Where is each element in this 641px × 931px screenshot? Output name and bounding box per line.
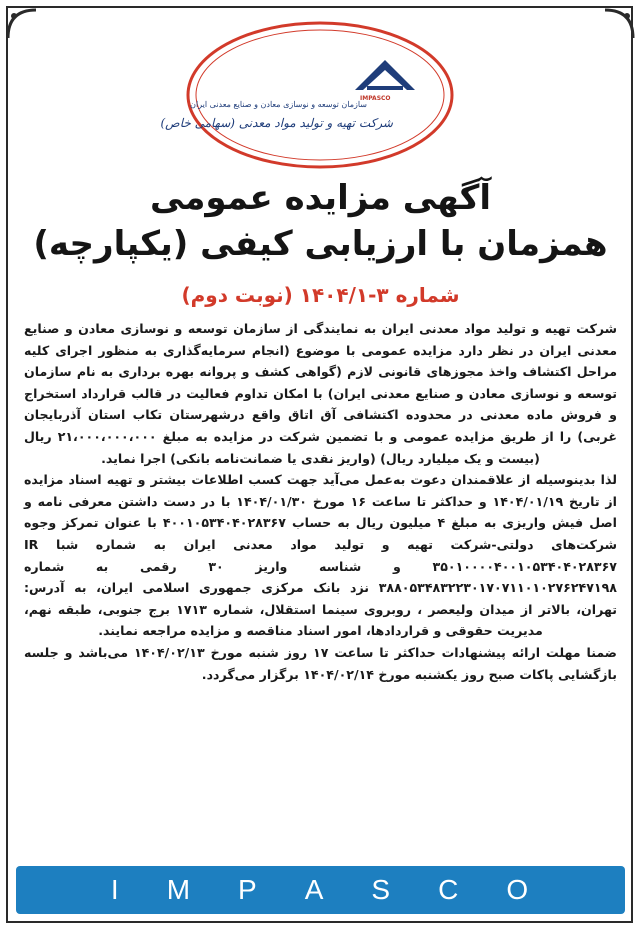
footer-letter: P: [238, 874, 259, 905]
logo-org-line: سازمان توسعه و نوسازی معادن و صنایع معدنی ایران: [190, 100, 367, 109]
ad-number: شماره ۳-۱۴۰۴/۱ (نوبت دوم): [181, 283, 460, 307]
logo-company-line: شرکت تهیه و تولید مواد معدنی (سهامی خاص): [160, 116, 393, 130]
body-paragraph-1: شرکت تهیه و تولید مواد معدنی ایران به نمایندگی از سازمان توسعه و نوسازی معادن و صنایع معدنی ایران در نظر دارد مزایده عمومی با موضوع (انجام سرمایه‌گذاری به منظور اجرای کلیه مراحل اکتشاف واخذ مجوزهای قانونی لازم (گواهی کشف و پروانه بهره برداری به نام سازمان توسعه و نوسازی معادن و صنایع معدنی ایران) با امکان تداوم فعالیت در قالب قرارداد استخراج و فروش ماده معدنی در محدوده اکتشافی آق اتاق واقع درشهرستان تکاب استان آذربایجان غربی) را از طریق مزایده عمومی و با تضمین شرکت در مزایده به مبلغ ۲۱،۰۰۰،۰۰۰،۰۰۰ ریال (بیست و یک میلیارد ریال) (واریز نقدی یا ضمانت‌نامه بانکی) اجرا نماید.: [24, 321, 617, 466]
ad-title-line2: همزمان با ارزیابی کیفی (یکپارچه): [33, 224, 608, 264]
footer-letter: A: [304, 874, 326, 905]
footer-banner: [16, 866, 625, 914]
footer-letters: [111, 874, 530, 906]
body-paragraph-3: ضمنا مهلت ارائه پیشنهادات حداکثر تا ساعت ۱۷ روز شنبه مورخ ۱۴۰۴/۰۲/۱۳ می‌باشد و جلسه بازگشایی پاکات صبح روز یکشنبه مورخ ۱۴۰۴/۰۲/۱۴ برگزار می‌گردد.: [24, 644, 617, 682]
footer-letter: C: [438, 874, 461, 905]
logo-emblem-icon: [160, 20, 455, 170]
corner-ornament-icon: [581, 6, 637, 42]
footer-letter: O: [506, 874, 531, 905]
corner-ornament-icon: [4, 6, 60, 42]
company-logo: [160, 20, 455, 170]
footer-letter: S: [371, 874, 393, 905]
logo-abbr: IMPASCO: [360, 95, 391, 102]
body-paragraph-2: لذا بدینوسیله از علاقمندان دعوت به‌عمل می‌آید جهت کسب اطلاعات بیشتر و تهیه اسناد مزایده از تاریخ ۱۴۰۴/۰۱/۱۹ و حداکثر تا ساعت ۱۶ مورخ ۱۴۰۴/۰۱/۳۰ با در دست داشتن معرفی نامه و اصل فیش واریزی به مبلغ ۴ میلیون ریال به حساب ۴۰۰۱۰۵۳۴۰۴۰۲۸۳۶۷ با عنوان تمرکز وجوه شرکت‌های دولتی-شرکت تهیه و تولید مواد معدنی ایران به شماره شبا IR ۳۵۰۱۰۰۰۰۴۰۰۱۰۵۳۴۰۴۰۲۸۳۶۷ و شناسه واریز ۳۰ رقمی به شماره ۳۸۸۰۵۳۴۸۳۲۲۳۰۱۷۰۷۱۱۰۱۰۲۷۶۲۴۷۱۹۸ نزد بانک مرکزی جمهوری اسلامی ایران، به آدرس: تهران، بالاتر از میدان ولیعصر ، روبروی سینما استقلال، شماره ۱۷۱۳ برج جنوبی، طبقه نهم، مدیریت حقوقی و قراردادها، امور اسناد مناقصه و مزایده مراجعه نمایند.: [24, 472, 617, 639]
footer-letter: M: [166, 874, 193, 905]
ad-body: [24, 318, 617, 685]
ad-title-line1: آگهی مزایده عمومی: [149, 178, 492, 218]
footer-letter: I: [110, 874, 121, 905]
